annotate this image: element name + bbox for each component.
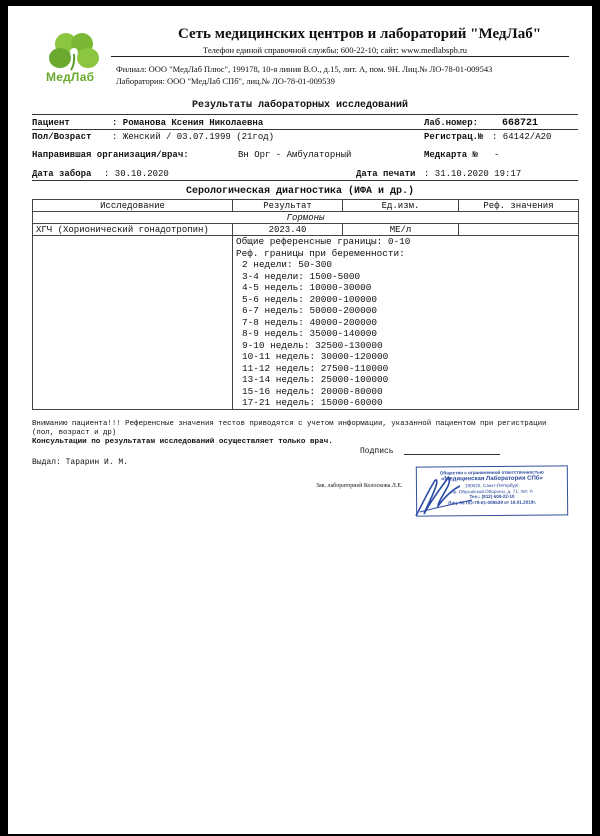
reference-row (33, 236, 579, 410)
organization-title: Сеть медицинских центров и лабораторий "МедЛаб" (178, 26, 542, 42)
column-header: Реф. значения (459, 200, 579, 212)
stamp-line: Общество с ограниченной ответственностью (439, 469, 544, 476)
patient-notice (32, 420, 552, 447)
collection-date-label: Дата забора (32, 169, 92, 179)
group-row (33, 212, 579, 224)
stamp-line: Тел.: (812) 600-22-10 (469, 494, 515, 500)
reference-line: 7-8 недель: 40000-200000 (242, 316, 378, 328)
registration-value: : 64142/A20 (492, 132, 552, 142)
document-title: Результаты лабораторных исследований (191, 100, 409, 111)
reference-line: 17-21 недель: 15000-60000 (242, 397, 383, 408)
reference-ranges (236, 236, 575, 409)
column-header: Исследование (33, 200, 233, 212)
stamp-line: пр. Обуховской Обороны, д. 71, лит. А (451, 488, 533, 494)
reference-line: 10-11 недель: 30000-120000 (242, 351, 389, 362)
reference-empty-cell (33, 236, 233, 410)
issued-by: Выдал: Тарарин И. М. (32, 458, 129, 467)
reference-line: 8-9 недель: 35000-140000 (242, 328, 378, 339)
lab-number-value: 668721 (502, 118, 539, 129)
reference-line: 2 недели: 50-300 (242, 259, 333, 270)
reference-line: 9-10 недель: 32500-130000 (242, 339, 383, 351)
stamp-line: 190020, Санкт-Петербург (464, 482, 519, 489)
notice-text: Вниманию пациента!!! Референсные значения тестов приводятся с учетом информации, указанной пациентом при регистрации (пол, возраст и др) (32, 420, 547, 437)
reference-line: 11-12 недель: 27500-110000 (242, 362, 389, 374)
patient-label: Пациент (32, 118, 70, 128)
test-result: 2023.40 (233, 224, 343, 236)
reference-line: 3-4 недели: 1500-5000 (242, 270, 361, 282)
divider (32, 180, 578, 181)
test-ref (459, 224, 579, 236)
divider (32, 129, 578, 130)
handwritten-signature-icon (408, 464, 488, 522)
column-header: Ед.изм. (343, 200, 459, 212)
sex-age-label: Пол/Возраст (32, 132, 92, 142)
registration-label: Регистрац.№ (424, 132, 484, 142)
divider (32, 114, 578, 115)
stamp-line: «Медицинская Лаборатория СПб» (440, 475, 543, 483)
sex-age-value: : Женский / 03.07.1999 (21год) (112, 132, 275, 142)
reference-line: Реф. границы при беременности: (236, 247, 405, 259)
reference-line: 15-16 недель: 20000-80000 (242, 385, 383, 397)
collection-date-value: : 30.10.2020 (104, 169, 169, 179)
column-header: Результат (233, 200, 343, 212)
stamp-line: Лиц. № ЛО-78-01-009539 от 18.01.2019г. (448, 499, 537, 506)
lab-line: Лаборатория: ООО "МедЛаб СПб", лиц.№ ЛО-78-01-009539 (116, 76, 335, 86)
branch-line: Филиал: ООО "МедЛаб Плюс", 199178, 10-я линия В.О., д.15, лит. А, пом. 9Н. Лиц.№ ЛО-78-01-009543 (116, 64, 493, 74)
test-unit: МЕ/л (343, 224, 459, 236)
phone-line: Телефон единой справочной службы: 600-22-10; сайт: www.medlabspb.ru (203, 45, 468, 55)
group-label: Гормоны (33, 212, 579, 224)
reference-line: 6-7 недель: 50000-200000 (242, 305, 378, 316)
signature-label: Подпись (360, 447, 394, 456)
referrer-value: Вн Орг - Амбулаторный (238, 150, 352, 160)
patient-value: : Романова Ксения Николаевна (112, 118, 264, 128)
section-title: Серологическая диагностика (ИФА и др.) (185, 186, 415, 197)
reference-line: Общие референсные границы: 0-10 (236, 236, 411, 247)
reference-line: 13-14 недель: 25000-100000 (242, 374, 389, 385)
print-date-label: Дата печати (356, 169, 416, 179)
reference-line: 5-6 недель: 20000-100000 (242, 293, 378, 305)
signature-line (404, 454, 500, 455)
print-date-value: : 31.10.2020 19:17 (424, 169, 522, 179)
head-of-lab: Зав. лабораторией Колоскова Л.Е. (316, 483, 403, 489)
document-page (8, 6, 592, 834)
referrer-label: Направившая организация/врач: (32, 150, 189, 160)
medcard-value: - (494, 150, 500, 160)
reference-cell (233, 236, 579, 410)
logo-text: МедЛаб (46, 70, 95, 84)
test-name: ХГЧ (Хорионический гонадотропин) (33, 224, 233, 236)
results-table (32, 199, 579, 410)
reference-line: 4-5 недель: 10000-30000 (242, 282, 372, 293)
table-header-row (33, 200, 579, 212)
medcard-label: Медкарта № (424, 150, 479, 160)
lab-number-label: Лаб.номер: (424, 118, 479, 128)
table-row (33, 224, 579, 236)
header-divider (111, 56, 569, 57)
consultation-text: Консультации по результатам исследований осуществляет только врач. (32, 438, 333, 446)
